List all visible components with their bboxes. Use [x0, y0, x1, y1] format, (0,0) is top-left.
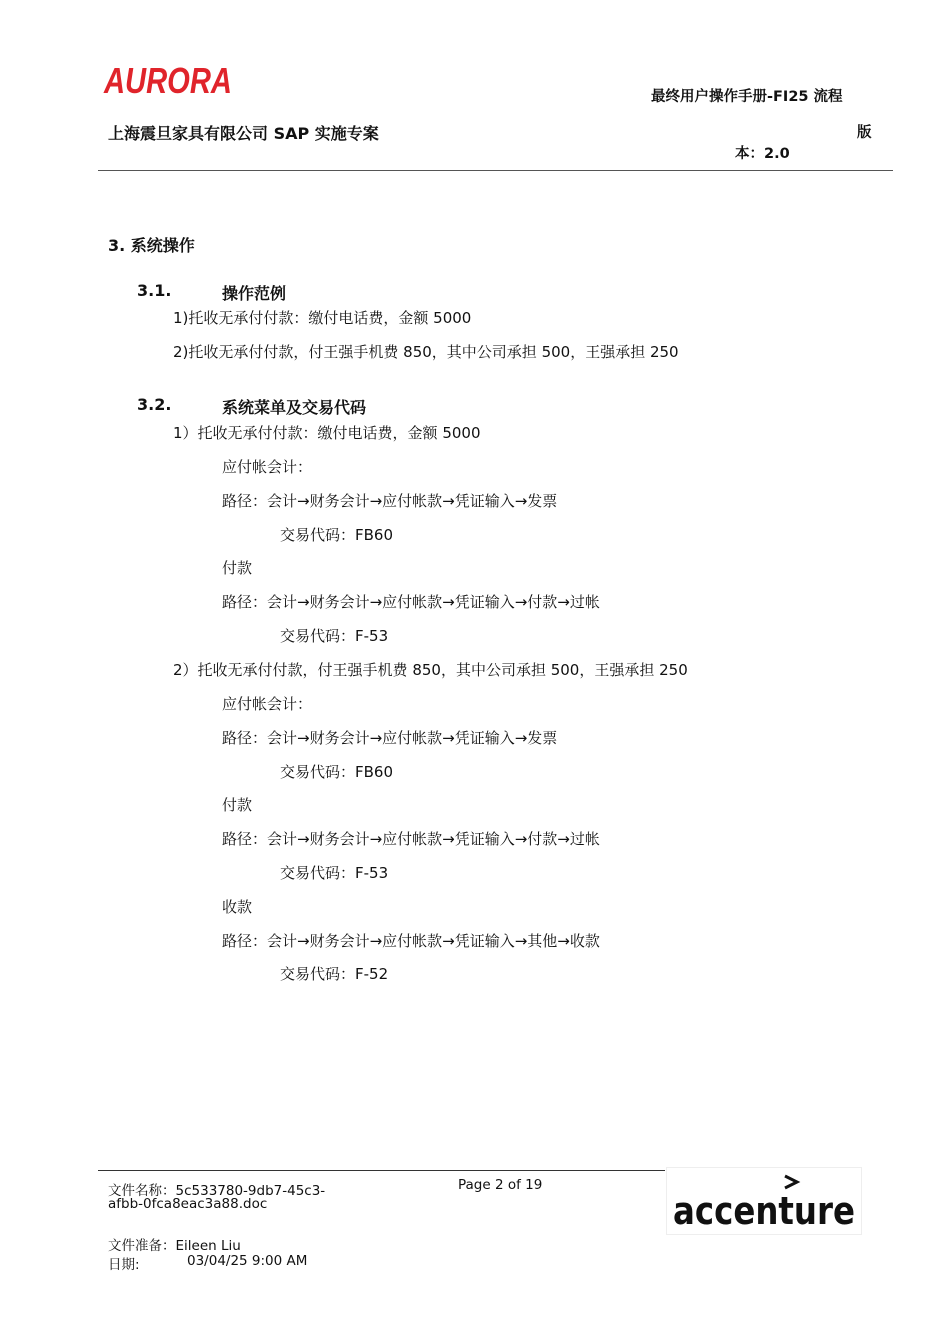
accenture-logo-text: accenture — [673, 1189, 855, 1233]
footer-file-name-line1: 文件名称：5c533780-9db7-45c3- — [108, 1183, 326, 1199]
footer-page-number: Page 2 of 19 — [458, 1177, 543, 1193]
case-1-ap-label: 应付帐会计： — [222, 458, 313, 476]
section-3-1-title: 操作范例 — [222, 284, 287, 303]
case-2-pay-code: 交易代码：F-53 — [280, 864, 389, 882]
case-2-rec-path: 路径：会计→财务会计→应付帐款→凭证输入→其他→收款 — [222, 932, 600, 950]
case-2-pay-label: 付款 — [222, 796, 253, 814]
case-1-ap-code: 交易代码：FB60 — [280, 526, 394, 544]
aurora-logo-text: AURORA — [103, 60, 233, 101]
case-1-ap-path: 路径：会计→财务会计→应付帐款→凭证输入→发票 — [222, 492, 558, 510]
case-2-pay-path: 路径：会计→财务会计→应付帐款→凭证输入→付款→过帐 — [222, 830, 600, 848]
footer-divider — [98, 1170, 665, 1171]
case-1-pay-label: 付款 — [222, 559, 253, 577]
version-label-part2: 本：2.0 — [735, 146, 790, 162]
case-1-pay-path: 路径：会计→财务会计→应付帐款→凭证输入→付款→过帐 — [222, 593, 600, 611]
accenture-logo — [666, 1167, 862, 1235]
case-2-ap-code: 交易代码：FB60 — [280, 763, 394, 781]
doc-title: 最终用户操作手册-FI25 流程 — [651, 89, 843, 105]
case-2-title: 2）托收无承付付款，付王强手机费 850，其中公司承担 500，王强承担 250 — [173, 661, 688, 679]
version-label-part1: 版 — [857, 125, 872, 141]
section-3-heading: 3. 系统操作 — [108, 236, 195, 255]
aurora-logo — [103, 60, 234, 101]
section-3-2-title: 系统菜单及交易代码 — [222, 398, 367, 417]
footer-file-name-line2: afbb-0fca8eac3a88.doc — [108, 1196, 268, 1212]
footer-date-label: 日期: — [108, 1257, 140, 1273]
example-item-1: 1)托收无承付付款：缴付电话费，金额 5000 — [173, 309, 472, 327]
case-2-ap-path: 路径：会计→财务会计→应付帐款→凭证输入→发票 — [222, 729, 558, 747]
case-1-pay-code: 交易代码：F-53 — [280, 627, 389, 645]
company-title: 上海震旦家具有限公司 SAP 实施专案 — [108, 124, 379, 143]
section-3-1-number: 3.1. — [137, 281, 172, 300]
case-2-ap-label: 应付帐会计： — [222, 695, 313, 713]
example-item-2: 2)托收无承付付款，付王强手机费 850，其中公司承担 500，王强承担 250 — [173, 343, 679, 361]
footer-prepared-by: 文件准备：Eileen Liu — [108, 1238, 241, 1254]
case-2-rec-label: 收款 — [222, 898, 253, 916]
section-3-2-number: 3.2. — [137, 395, 172, 414]
case-1-title: 1）托收无承付付款：缴付电话费，金额 5000 — [173, 424, 481, 442]
footer-date-value: 03/04/25 9:00 AM — [187, 1253, 308, 1269]
header-divider — [98, 170, 893, 171]
accenture-chevron-icon — [785, 1176, 797, 1188]
case-2-rec-code: 交易代码：F-52 — [280, 965, 389, 983]
